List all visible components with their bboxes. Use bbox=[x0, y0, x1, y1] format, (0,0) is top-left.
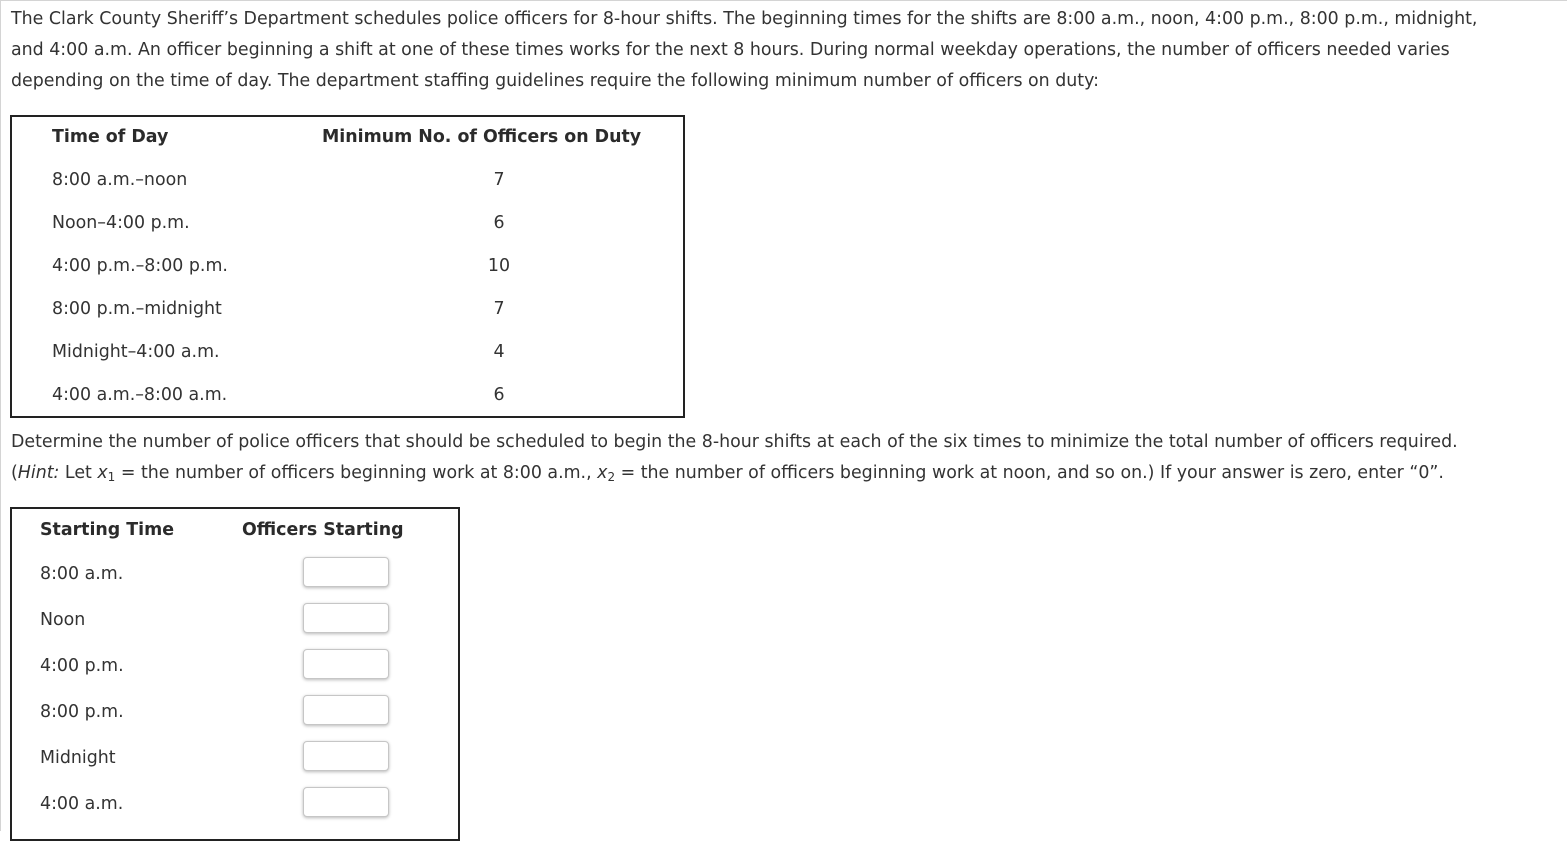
req-row-time: 8:00 p.m.–midnight bbox=[52, 299, 222, 319]
req-row-time: 4:00 p.m.–8:00 p.m. bbox=[52, 256, 228, 276]
hint-line bbox=[11, 458, 1458, 489]
officers-input-8pm[interactable] bbox=[303, 695, 389, 725]
officers-input-8am[interactable] bbox=[303, 557, 389, 587]
officers-input-4am[interactable] bbox=[303, 787, 389, 817]
officers-input-midnight[interactable] bbox=[303, 741, 389, 771]
intro-line: The Clark County Sheriff’s Department schedules police officers for 8-hour shifts. The beginning times for the shifts are 8:00 a.m., noon, 4:00 p.m., 8:00 p.m., midnight, bbox=[11, 9, 1478, 29]
question-line: Determine the number of police officers that should be scheduled to begin the 8-hour shifts at each of the six times to minimize the total number of officers required. bbox=[11, 432, 1458, 452]
header-officers-starting: Officers Starting bbox=[242, 520, 404, 540]
answer-row-time: 8:00 p.m. bbox=[40, 702, 124, 722]
req-row-min: 7 bbox=[493, 299, 505, 319]
officers-input-noon[interactable] bbox=[303, 603, 389, 633]
officers-input-4pm[interactable] bbox=[303, 649, 389, 679]
intro-line: and 4:00 a.m. An officer beginning a shift at one of these times works for the next 8 hours. During normal weekday operations, the number of officers needed varies bbox=[11, 40, 1450, 60]
req-row-min: 4 bbox=[493, 342, 505, 362]
problem-intro bbox=[11, 4, 1477, 97]
answer-row-time: 4:00 p.m. bbox=[40, 656, 124, 676]
hint-paren: ( bbox=[11, 463, 18, 483]
req-row-time: 4:00 a.m.–8:00 a.m. bbox=[52, 385, 228, 405]
variable-x1: x bbox=[97, 463, 108, 483]
answer-row-time: 8:00 a.m. bbox=[40, 564, 124, 584]
subscript-2: 2 bbox=[607, 470, 616, 484]
req-row-min: 7 bbox=[493, 170, 505, 190]
subscript-1: 1 bbox=[107, 470, 116, 484]
variable-x2: x bbox=[597, 463, 608, 483]
header-time-of-day: Time of Day bbox=[52, 127, 169, 147]
req-row-min: 10 bbox=[487, 256, 511, 276]
req-row-min: 6 bbox=[493, 213, 505, 233]
intro-line: depending on the time of day. The department staffing guidelines require the following minimum number of officers on duty: bbox=[11, 71, 1099, 91]
hint-text: = the number of officers beginning work at 8:00 a.m., bbox=[115, 463, 598, 483]
req-row-time: Noon–4:00 p.m. bbox=[52, 213, 190, 233]
answer-table bbox=[10, 507, 460, 841]
requirements-table bbox=[10, 115, 685, 418]
header-starting-time: Starting Time bbox=[40, 520, 175, 540]
hint-let: Let bbox=[59, 463, 98, 483]
req-row-time: 8:00 a.m.–noon bbox=[52, 170, 188, 190]
header-minimum-officers: Minimum No. of Officers on Duty bbox=[322, 127, 642, 147]
answer-row-time: Midnight bbox=[40, 748, 116, 768]
req-row-min: 6 bbox=[493, 385, 505, 405]
req-row-time: Midnight–4:00 a.m. bbox=[52, 342, 220, 362]
hint-label: Hint: bbox=[17, 463, 60, 483]
answer-row-time: Noon bbox=[40, 610, 86, 630]
answer-row-time: 4:00 a.m. bbox=[40, 794, 124, 814]
problem-question bbox=[11, 427, 1458, 489]
hint-text: = the number of officers beginning work at noon, and so on.) If your answer is zero, enter “0”. bbox=[615, 463, 1444, 483]
